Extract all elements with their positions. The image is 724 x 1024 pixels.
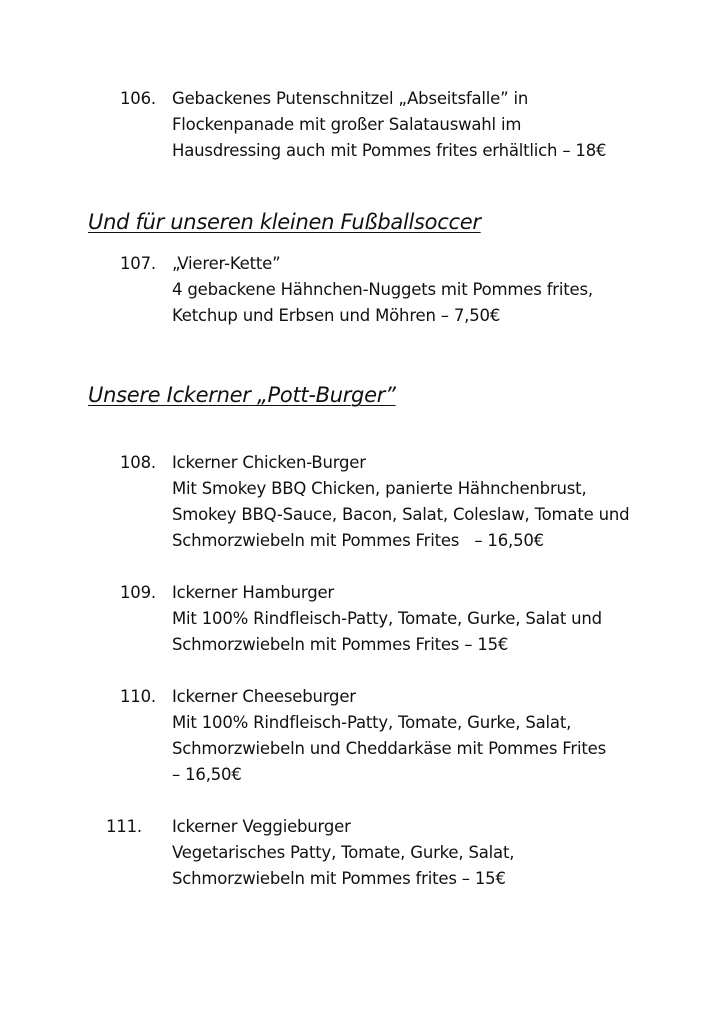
item-number: 106. [120,89,156,108]
item-description-line: Flockenpanade mit großer Salatauswahl im [172,115,522,134]
item-description [172,251,593,329]
item-title-line: Ickerner Veggieburger [172,817,351,836]
section-heading-kids: Und für unseren kleinen Fußballsoccer [88,210,481,234]
item-number: 110. [120,687,156,706]
item-description-line: Vegetarisches Patty, Tomate, Gurke, Salat, [172,843,515,862]
item-description-line: Smokey BBQ-Sauce, Bacon, Salat, Coleslaw, Tomate und [172,505,630,524]
item-description [172,450,629,554]
item-title-line: Ickerner Cheeseburger [172,687,356,706]
item-description-line: Schmorzwiebeln mit Pommes Frites – 15€ [172,635,509,654]
item-description-line: Ketchup und Erbsen und Möhren – 7,50€ [172,306,501,325]
item-title-line: Ickerner Chicken-Burger [172,453,366,472]
item-description-line: Mit 100% Rindfleisch-Patty, Tomate, Gurke, Salat und [172,609,602,628]
item-number: 108. [120,453,156,472]
item-description [172,684,606,788]
item-description-line: Hausdressing auch mit Pommes frites erhältlich – 18€ [172,141,607,160]
item-title-line: Gebackenes Putenschnitzel „Abseitsfalle” in [172,89,529,108]
item-description-line: Schmorzwiebeln mit Pommes frites – 15€ [172,869,506,888]
section-heading-burgers: Unsere Ickerner „Pott-Burger” [88,383,396,407]
item-description [172,580,602,658]
item-number: 107. [120,254,156,273]
item-title-line: „Vierer-Kette” [172,254,281,273]
item-price-line: – 16,50€ [172,765,242,784]
item-description [172,814,514,892]
item-title-line: Ickerner Hamburger [172,583,335,602]
item-description [172,86,606,164]
item-description-line: Mit Smokey BBQ Chicken, panierte Hähnchenbrust, [172,479,587,498]
item-number: 111. [106,817,142,836]
item-number: 109. [120,583,156,602]
item-description-line: 4 gebackene Hähnchen-Nuggets mit Pommes frites, [172,280,593,299]
item-description-line: Mit 100% Rindfleisch-Patty, Tomate, Gurke, Salat, [172,713,572,732]
item-description-line: Schmorzwiebeln und Cheddarkäse mit Pommes Frites [172,739,606,758]
item-description-line: Schmorzwiebeln mit Pommes Frites – 16,50€ [172,531,544,550]
